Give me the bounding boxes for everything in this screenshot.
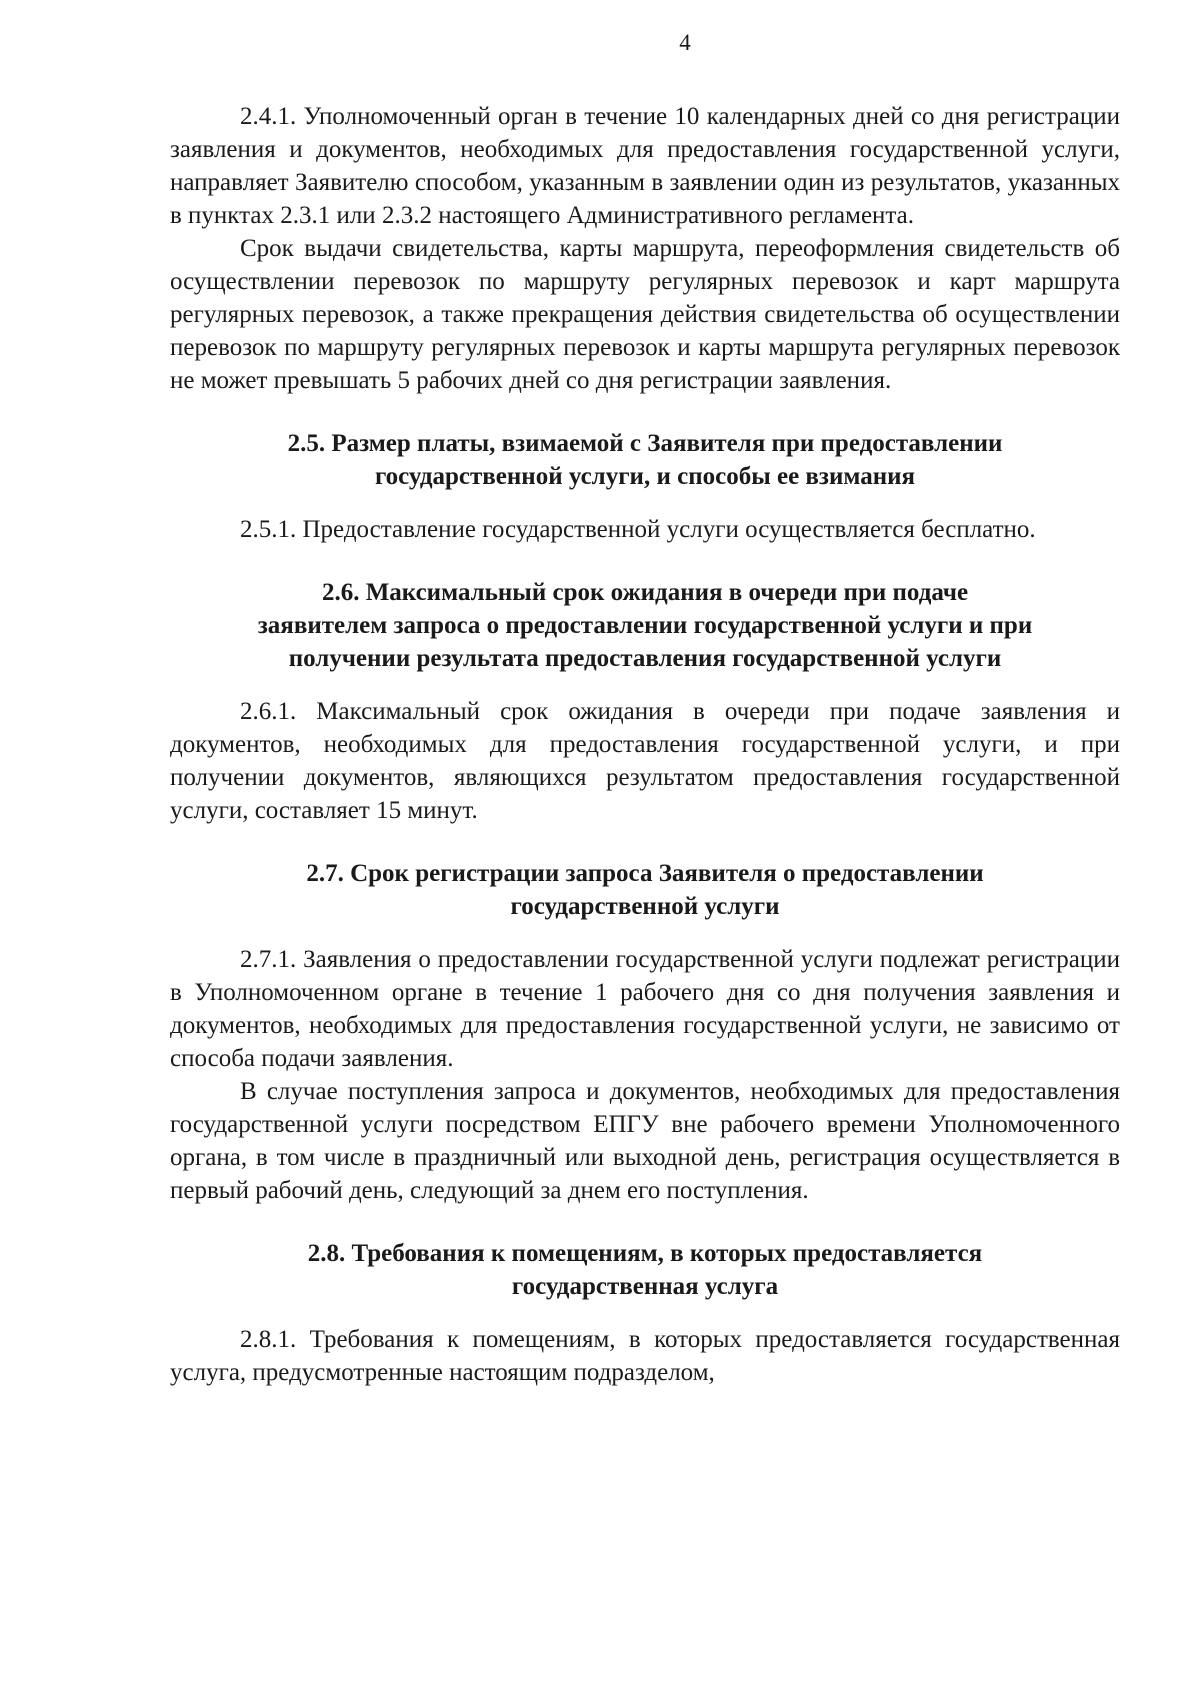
paragraph-srok-vydachi: Срок выдачи свидетельства, карты маршрута, переоформления свидетельств об осуществлении перевозок по маршруту регулярных перевозок и карт маршрута регулярных перевозок, а также прекращения действия свидетельства об осуществлении перевозок по маршруту регулярных перевозок и карты маршрута регулярных перевозок не может превышать 5 рабочих дней со дня регистрации заявления. [170,235,1120,394]
heading-line: 2.6. Максимальный срок ожидания в очереди при подаче [321,579,969,606]
heading-line: государственной услуги, и способы ее взимания [374,463,916,490]
section-heading-2-5 [170,427,1120,493]
section-heading-2-6 [170,576,1120,675]
paragraph-2-5-1: 2.5.1. Предоставление государственной услуги осуществляется бесплатно. [240,516,1036,543]
heading-line: 2.7. Срок регистрации запроса Заявителя о предоставлении [306,860,984,887]
page-number: 4 [679,30,691,55]
heading-line: 2.5. Размер платы, взимаемой с Заявителя при предоставлении [287,430,1003,457]
paragraph-2-8-1: 2.8.1. Требования к помещениям, в которых предоставляется государственная услуга, предусмотренные настоящим подразделом, [170,1326,1120,1386]
paragraph-epgu-registration: В случае поступления запроса и документов, необходимых для предоставления государственной услуги посредством ЕПГУ вне рабочего времени Уполномоченного органа, в том числе в праздничный или выходной день, регистрация осуществляется в первый рабочий день, следующий за днем его поступления. [170,1078,1120,1204]
heading-line: получении результата предоставления государственной услуги [288,645,1002,672]
heading-line: заявителем запроса о предоставлении государственной услуги и при [257,612,1033,639]
section-heading-2-7 [170,857,1120,923]
heading-line: государственной услуги [510,893,780,920]
paragraph-2-4-1: 2.4.1. Уполномоченный орган в течение 10 календарных дней со дня регистрации заявления и документов, необходимых для предоставления государственной услуги, направляет Заявителю способом, указанным в заявлении один из результатов, указанных в пунктах 2.3.1 или 2.3.2 настоящего Административного регламента. [170,103,1120,229]
heading-line: 2.8. Требования к помещениям, в которых предоставляется [307,1240,983,1267]
heading-line: государственная услуга [511,1273,779,1300]
paragraph-2-6-1: 2.6.1. Максимальный срок ожидания в очереди при подаче заявления и документов, необходимых для предоставления государственной услуги, и при получении документов, являющихся результатом предоставления государственной услуги, составляет 15 минут. [170,698,1120,824]
section-heading-2-8 [170,1237,1120,1303]
paragraph-2-7-1: 2.7.1. Заявления о предоставлении государственной услуги подлежат регистрации в Уполномоченном органе в течение 1 рабочего дня со дня получения заявления и документов, необходимых для предоставления государственной услуги, не зависимо от способа подачи заявления. [170,946,1120,1072]
document-body [170,100,1120,1389]
